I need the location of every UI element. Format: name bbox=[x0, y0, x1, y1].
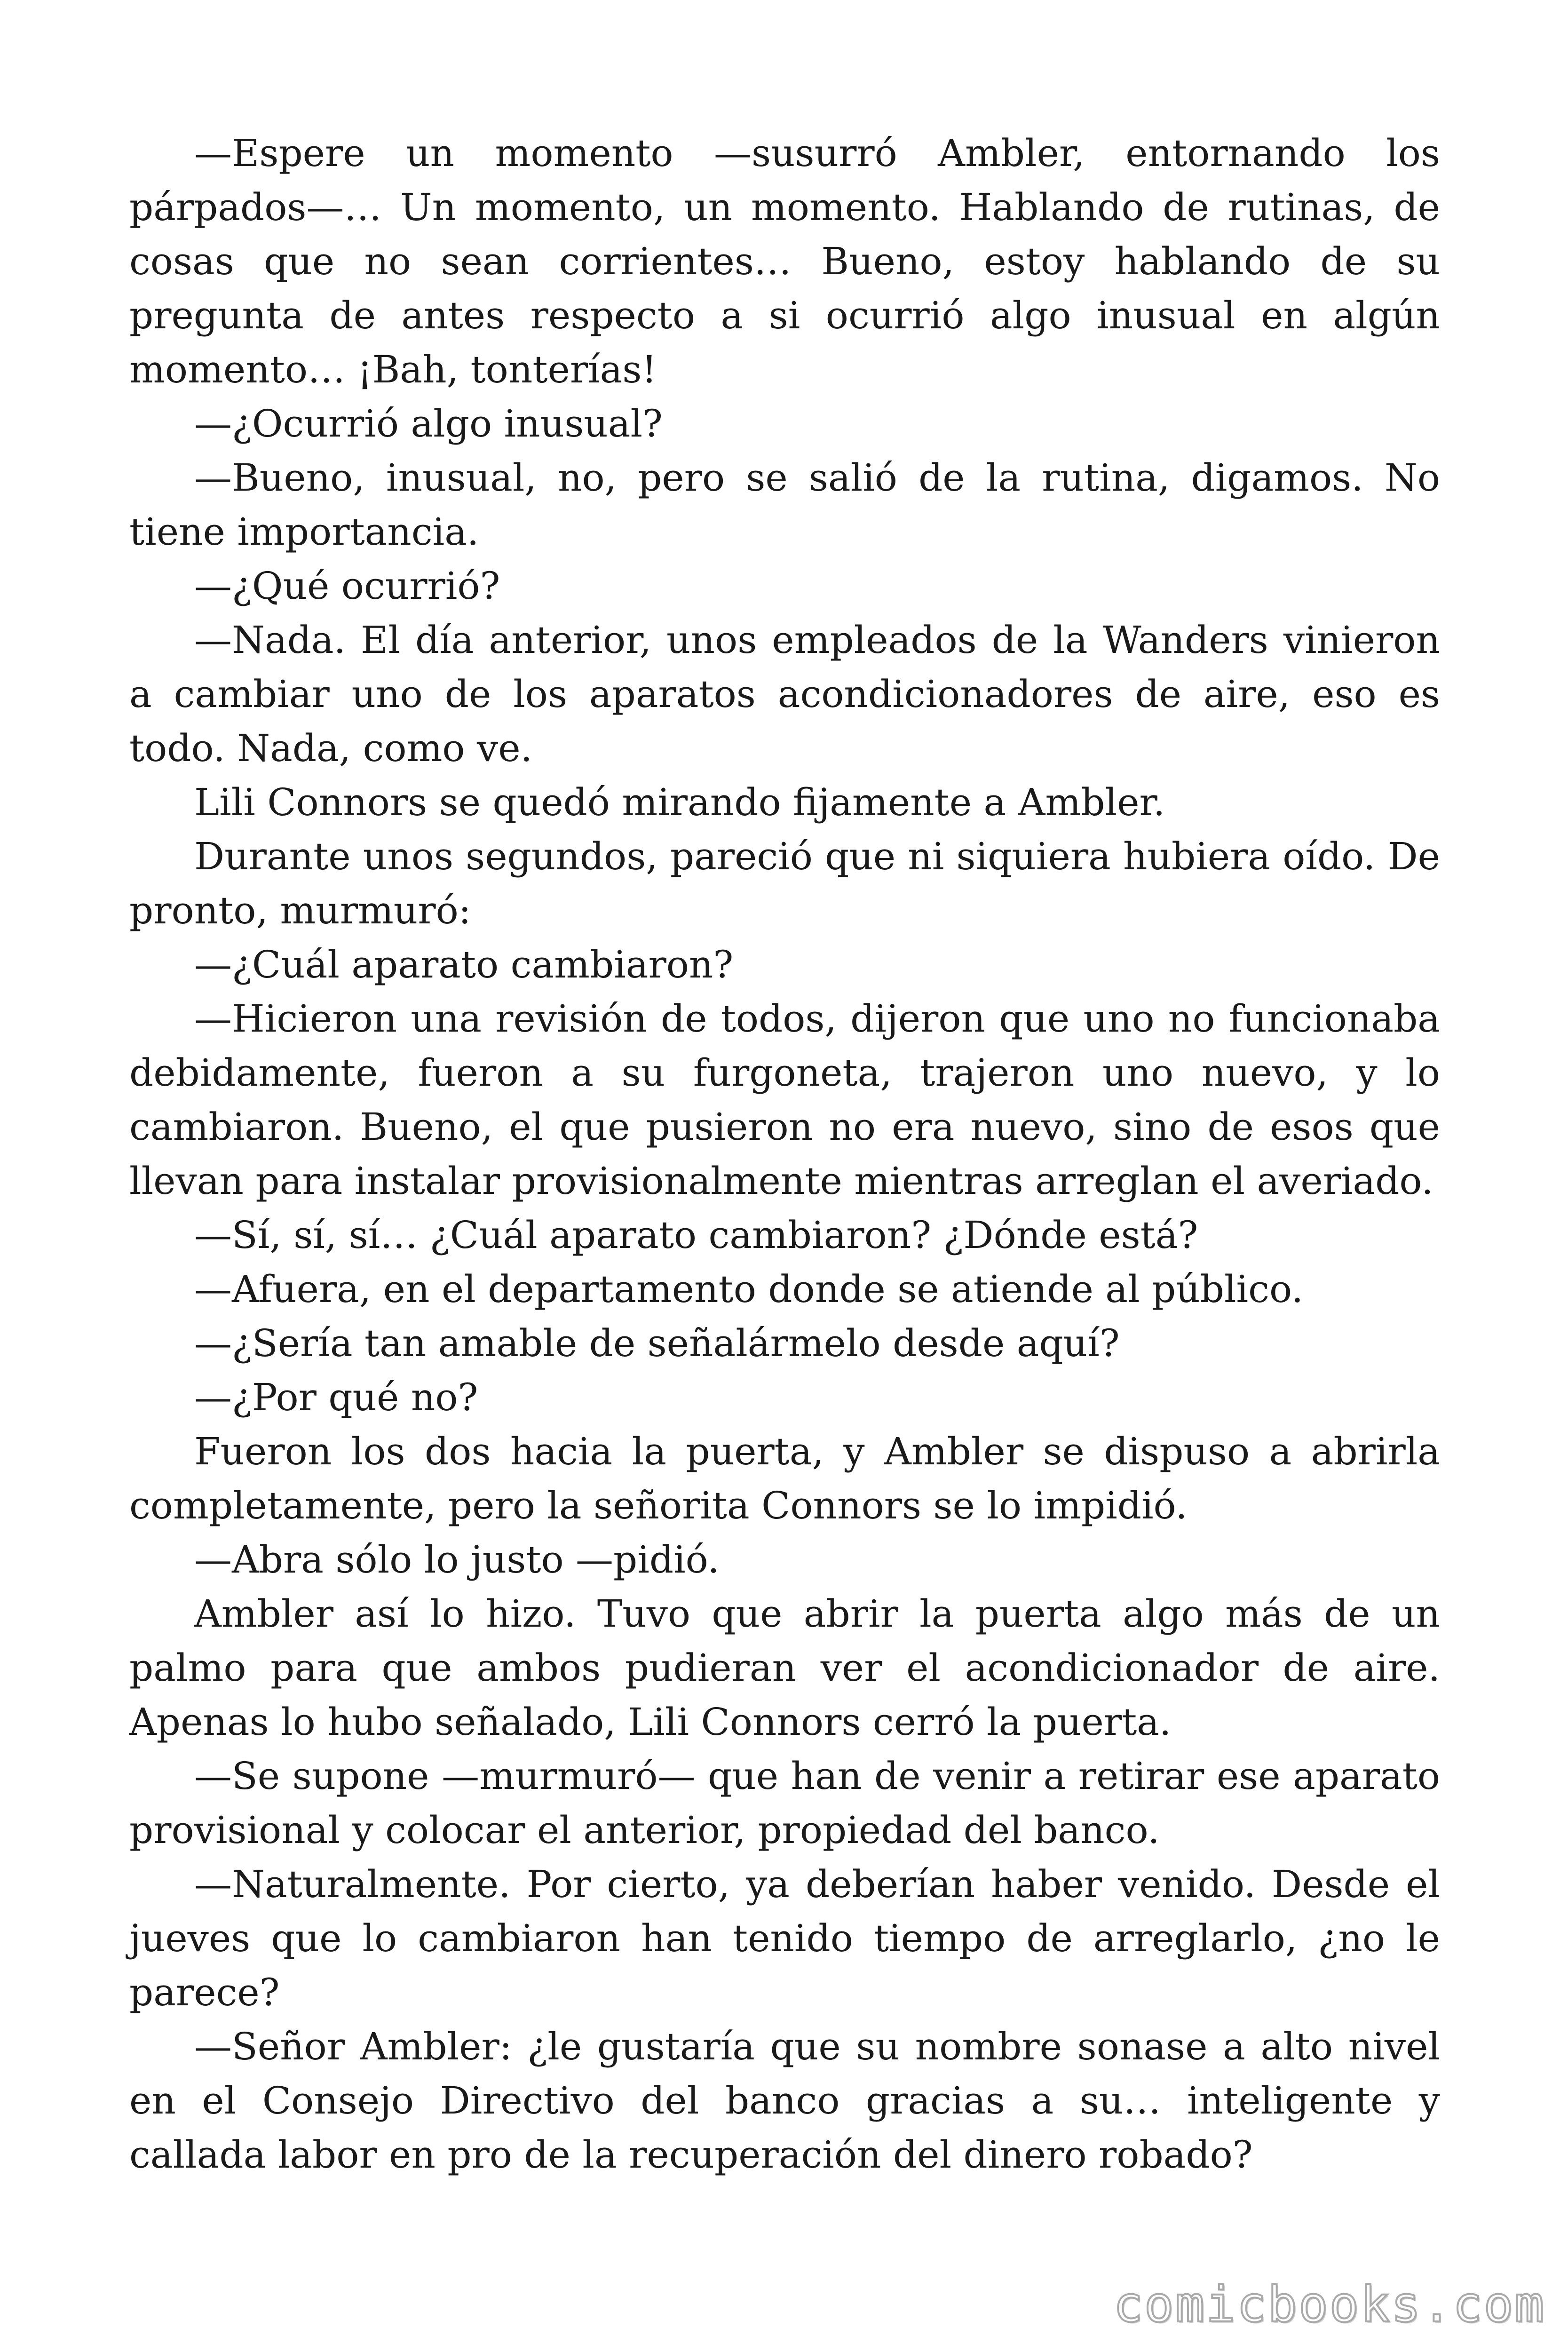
paragraph: —Nada. El día anterior, unos empleados de la Wanders vinieron a cambiar uno de los aparatos acondicionadores de aire, eso es todo. Nada, como ve. bbox=[129, 618, 1440, 770]
paragraph: —Hicieron una revisión de todos, dijeron que uno no funcionaba debidamente, fueron a su furgoneta, trajeron uno nuevo, y lo cambiaron. Bueno, el que pusieron no era nuevo, sino de esos que llevan para instalar provisionalmente mientras arreglan el averiado. bbox=[129, 997, 1440, 1203]
paragraph: —Bueno, inusual, no, pero se salió de la rutina, digamos. No tiene importancia. bbox=[129, 456, 1440, 554]
paragraph: —Sí, sí, sí… ¿Cuál aparato cambiaron? ¿Dónde está? bbox=[194, 1213, 1198, 1257]
paragraph: —Naturalmente. Por cierto, ya deberían haber venido. Desde el jueves que lo cambiaron han tenido tiempo de arreglarlo, ¿no le parece? bbox=[129, 1862, 1440, 2014]
paragraph: Durante unos segundos, pareció que ni siquiera hubiera oído. De pronto, murmuró: bbox=[129, 834, 1440, 932]
paragraph: —¿Por qué no? bbox=[194, 1375, 478, 1419]
paragraph: —¿Cuál aparato cambiaron? bbox=[194, 943, 734, 986]
paragraph: —¿Qué ocurrió? bbox=[194, 564, 500, 608]
paragraph: —¿Sería tan amable de señalármelo desde aquí? bbox=[194, 1321, 1120, 1365]
paragraph: —¿Ocurrió algo inusual? bbox=[194, 402, 663, 445]
paragraph: Ambler así lo hizo. Tuvo que abrir la puerta algo más de un palmo para que ambos pudieran ver el acondicionador de aire. Apenas lo hubo señalado, Lili Connors cerró la puerta. bbox=[129, 1592, 1440, 1744]
paragraph: —Afuera, en el departamento donde se atiende al público. bbox=[194, 1267, 1304, 1311]
paragraph: —Se supone —murmuró— que han de venir a retirar ese aparato provisional y colocar el anterior, propiedad del banco. bbox=[129, 1754, 1440, 1852]
paragraph: —Abra sólo lo justo —pidió. bbox=[194, 1538, 720, 1581]
watermark: comicbooks.com bbox=[1113, 2276, 1545, 2333]
paragraph: Fueron los dos hacia la puerta, y Ambler se dispuso a abrirla completamente, pero la señorita Connors se lo impidió. bbox=[129, 1430, 1440, 1527]
paragraph: —Señor Ambler: ¿le gustaría que su nombre sonase a alto nivel en el Consejo Directivo del banco gracias a su… inteligente y callada labor en pro de la recuperación del dinero robado? bbox=[129, 2025, 1440, 2177]
paragraph: Lili Connors se quedó mirando fijamente a Ambler. bbox=[194, 780, 1165, 824]
paragraph: —Espere un momento —susurró Ambler, entornando los párpados—… Un momento, un momento. Hablando de rutinas, de cosas que no sean corrientes… Bueno, estoy hablando de su pregunta de antes respecto a si ocurrió algo inusual en algún momento… ¡Bah, tonterías! bbox=[129, 131, 1440, 391]
body-text bbox=[129, 126, 1440, 2182]
